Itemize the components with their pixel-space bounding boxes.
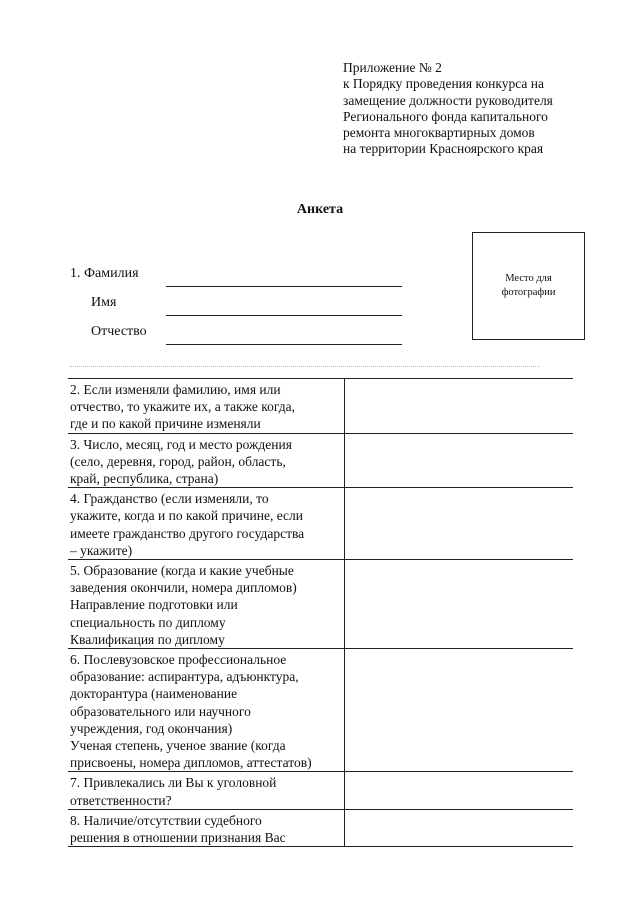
photo-placeholder [472, 232, 585, 340]
question-text: Ученая степень, ученое звание (когда [70, 738, 286, 754]
question-text: докторантура (наименование [70, 686, 238, 702]
question-text: 4. Гражданство (если изменяли, то [70, 491, 269, 507]
appendix-line: ремонта многоквартирных домов [343, 125, 535, 141]
question-cell [68, 649, 345, 771]
question-text: край, республика, страна) [70, 471, 219, 487]
table-row [68, 434, 573, 489]
answer-cell[interactable] [345, 810, 573, 846]
answer-cell[interactable] [345, 649, 573, 771]
question-text: присвоены, номера дипломов, аттестатов) [70, 755, 312, 771]
photo-caption-line: Место для [505, 273, 552, 284]
patronymic-label: Отчество [91, 324, 147, 339]
answer-cell[interactable] [345, 379, 573, 433]
table-row [68, 560, 573, 649]
table-row [68, 488, 573, 560]
question-cell [68, 379, 345, 433]
answer-cell[interactable] [345, 488, 573, 559]
question-text: Квалификация по диплому [70, 631, 225, 647]
appendix-line: на территории Красноярского края [343, 141, 544, 157]
surname-field-line[interactable] [166, 286, 402, 287]
question-text: 6. Послевузовское профессиональное [70, 652, 287, 668]
form-title: Анкета [296, 202, 344, 217]
question-text: 7. Привлекались ли Вы к уголовной [70, 775, 277, 791]
first-name-field-line[interactable] [166, 315, 402, 316]
question-text: ответственности? [70, 792, 172, 808]
question-text: (село, деревня, город, район, область, [70, 453, 286, 469]
question-text: Направление подготовки или [70, 597, 238, 613]
question-text: решения в отношении признания Вас [70, 830, 286, 846]
appendix-header [343, 60, 633, 158]
answer-cell[interactable] [345, 560, 573, 648]
question-text: образовательного или научного [70, 703, 251, 719]
table-row [68, 379, 573, 434]
appendix-line: к Порядку проведения конкурса на [343, 76, 544, 92]
question-text: 2. Если изменяли фамилию, имя или [70, 382, 281, 397]
table-row [68, 810, 573, 847]
question-text: отчество, то укажите их, а также когда, [70, 399, 295, 415]
question-cell [68, 772, 345, 808]
question-cell [68, 810, 345, 846]
appendix-line: Регионального фонда капитального [343, 108, 548, 124]
question-cell [68, 434, 345, 488]
question-cell [68, 560, 345, 648]
question-text: 8. Наличие/отсутствии судебного [70, 812, 262, 828]
question-text: образование: аспирантура, адъюнктура, [70, 669, 299, 685]
photo-caption [484, 272, 574, 300]
question-text: учреждения, год окончания) [70, 720, 233, 736]
question-text: где и по какой причине изменяли [70, 416, 261, 432]
table-row [68, 649, 573, 772]
first-name-label: Имя [91, 295, 117, 310]
answer-cell[interactable] [345, 772, 573, 808]
question-text: заведения окончили, номера дипломов) [70, 580, 297, 596]
photo-caption-line: фотографии [501, 287, 556, 298]
question-text: имеете гражданство другого государства [70, 525, 305, 541]
question-text: 5. Образование (когда и какие учебные [70, 563, 294, 579]
appendix-line: Приложение № 2 [343, 60, 442, 75]
table-row [68, 772, 573, 809]
question-cell [68, 488, 345, 559]
answer-cell[interactable] [345, 434, 573, 488]
separator-dotted-line [70, 366, 540, 367]
appendix-line: замещение должности руководителя [343, 92, 553, 108]
question-text: укажите, когда и по какой причине, если [70, 508, 303, 524]
patronymic-field-line[interactable] [166, 344, 402, 345]
question-text: 3. Число, месяц, год и место рождения [70, 436, 292, 452]
question-text: специальность по диплому [70, 614, 226, 630]
questionnaire-table [68, 378, 573, 847]
question-text: – укажите) [70, 542, 133, 558]
surname-label: 1. Фамилия [70, 266, 139, 281]
